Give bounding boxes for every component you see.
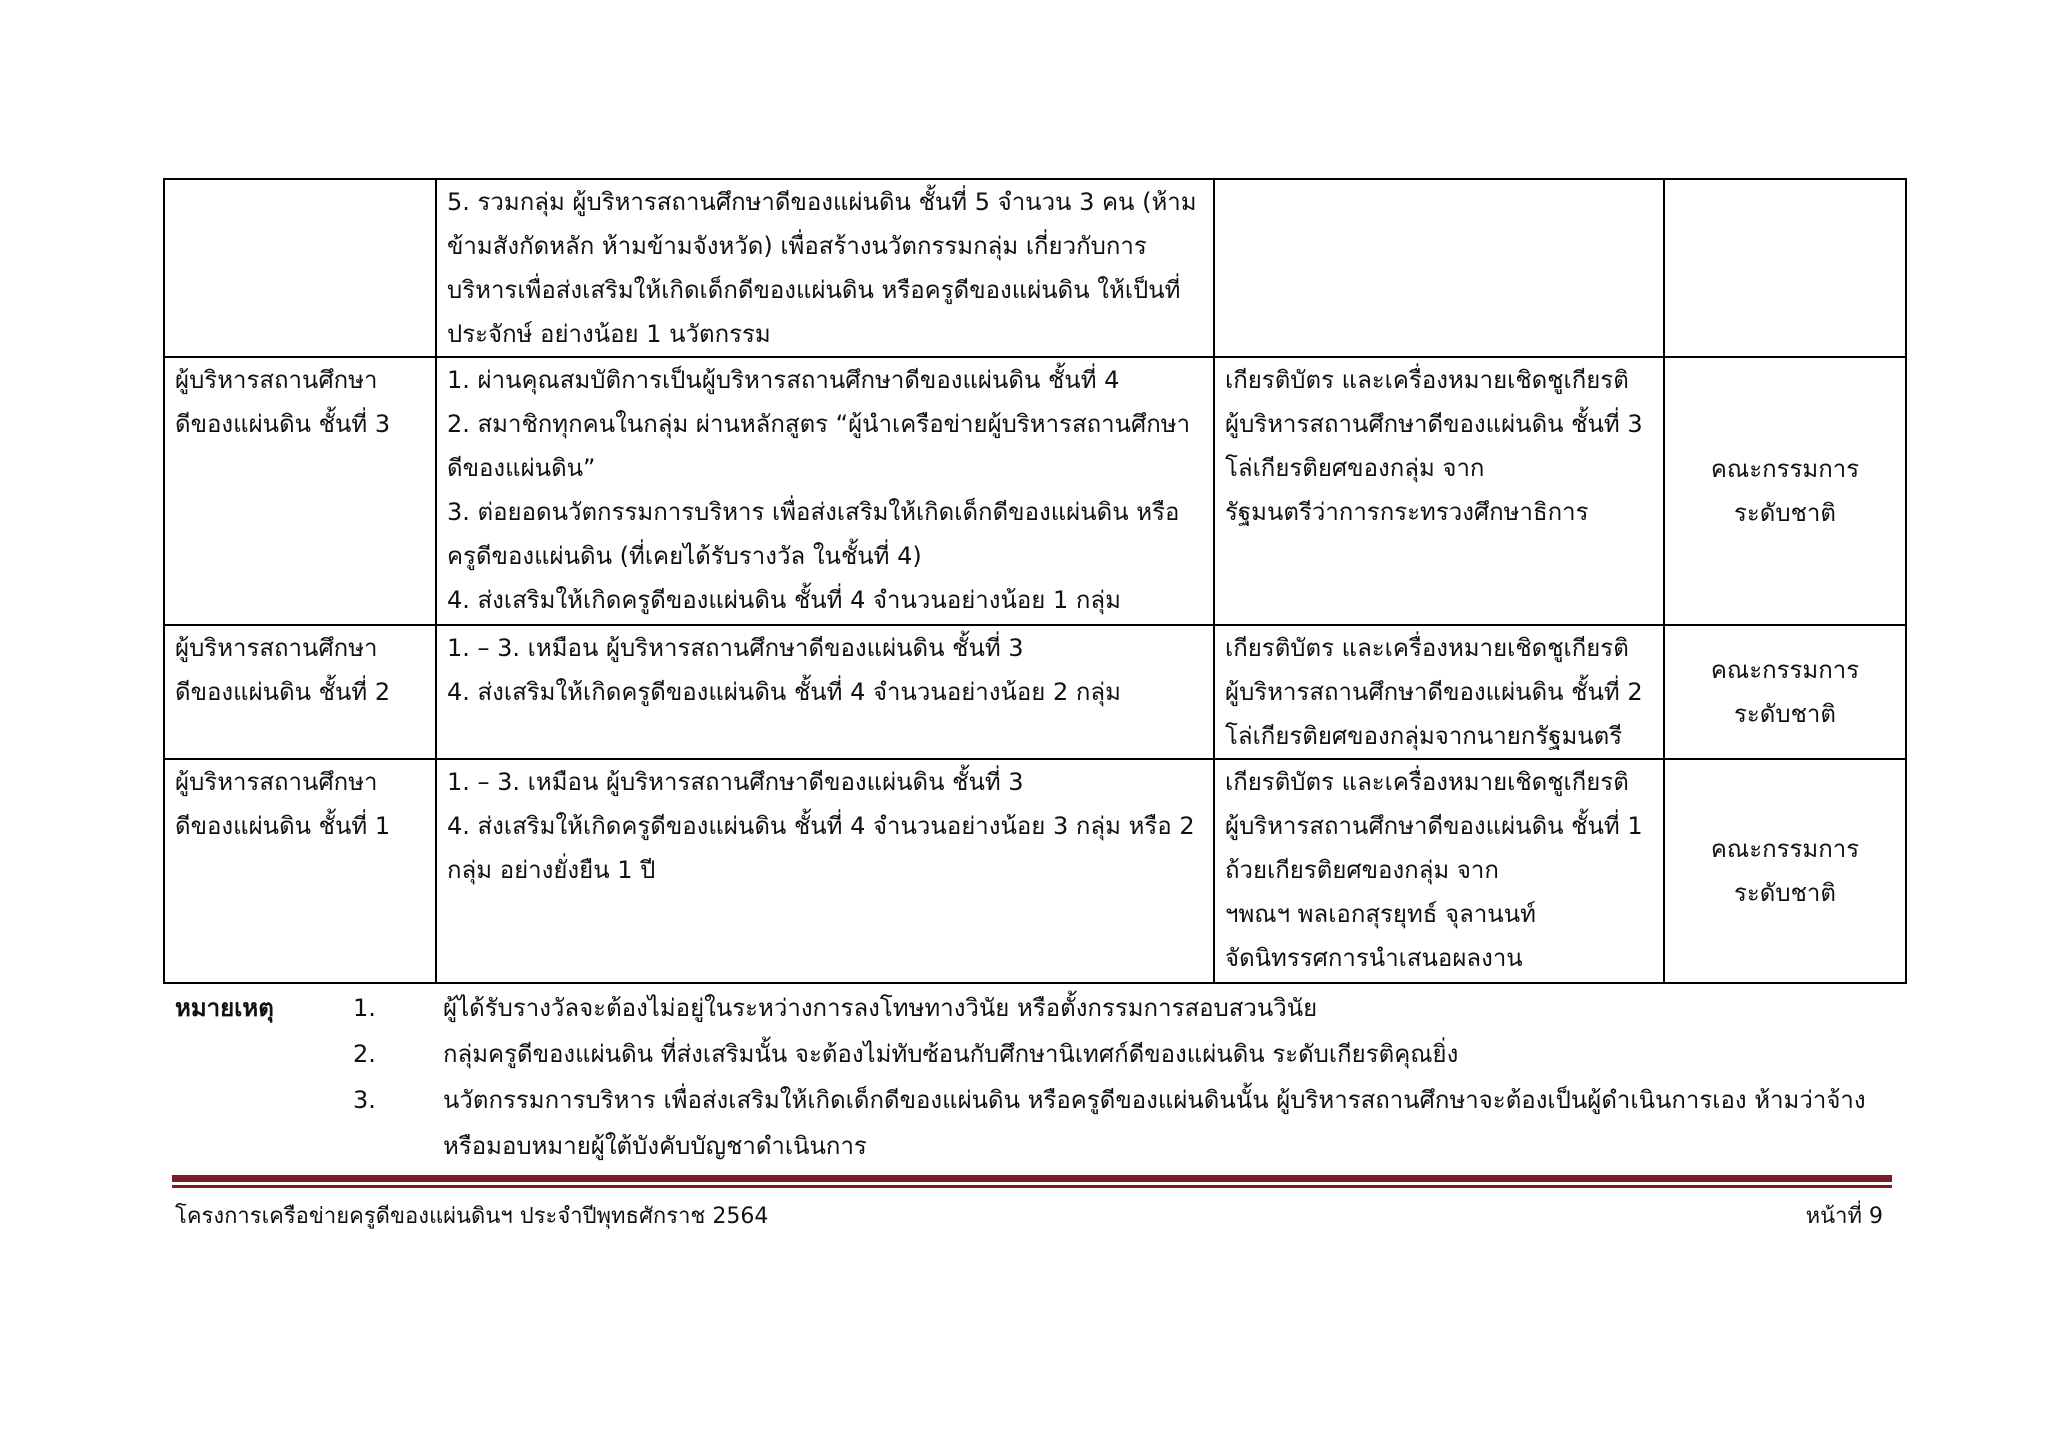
level-line: ผู้บริหารสถานศึกษา — [175, 768, 378, 796]
note-text: หรือมอบหมายผู้ใต้บังคับบัญชาดำเนินการ — [443, 1132, 867, 1160]
committee-cell — [1664, 625, 1906, 759]
criteria-cell — [436, 759, 1214, 983]
award-cell — [1214, 357, 1664, 625]
committee-line: คณะกรรมการ — [1710, 455, 1860, 483]
committee-line: คณะกรรมการ — [1710, 656, 1860, 684]
note-number: 1. — [353, 994, 376, 1022]
criteria-line: 1. – 3. เหมือน ผู้บริหารสถานศึกษาดีของแผ่นดิน ชั้นที่ 3 — [447, 768, 1024, 796]
level-line: ผู้บริหารสถานศึกษา — [175, 366, 378, 394]
committee-line: ระดับชาติ — [1734, 879, 1836, 907]
award-cell — [1214, 625, 1664, 759]
note-text: กลุ่มครูดีของแผ่นดิน ที่ส่งเสริมนั้น จะต้องไม่ทับซ้อนกับศึกษานิเทศก์ดีของแผ่นดิน ระดับเกียรติคุณยิ่ง — [443, 1040, 1459, 1068]
footer-divider-thick — [172, 1175, 1892, 1182]
award-line: ผู้บริหารสถานศึกษาดีของแผ่นดิน ชั้นที่ 2 — [1225, 678, 1643, 706]
committee-cell — [1664, 357, 1906, 625]
footer-divider-thin — [172, 1185, 1892, 1188]
criteria-line: 1. – 3. เหมือน ผู้บริหารสถานศึกษาดีของแผ่นดิน ชั้นที่ 3 — [447, 634, 1024, 662]
criteria-line: 4. ส่งเสริมให้เกิดครูดีของแผ่นดิน ชั้นที่ 4 จำนวนอย่างน้อย 1 กลุ่ม — [447, 586, 1121, 614]
criteria-line: ดีของแผ่นดิน” — [447, 454, 596, 482]
criteria-line: 5. รวมกลุ่ม ผู้บริหารสถานศึกษาดีของแผ่นดิน ชั้นที่ 5 จำนวน 3 คน (ห้าม — [447, 188, 1197, 216]
criteria-line: ข้ามสังกัดหลัก ห้ามข้ามจังหวัด) เพื่อสร้างนวัตกรรมกลุ่ม เกี่ยวกับการ — [447, 232, 1147, 260]
award-line: เกียรติบัตร และเครื่องหมายเชิดชูเกียรติ — [1225, 768, 1629, 796]
notes-label: หมายเหตุ — [175, 994, 274, 1022]
award-line: โล่เกียรติยศของกลุ่ม จาก — [1225, 454, 1485, 482]
award-line: รัฐมนตรีว่าการกระทรวงศึกษาธิการ — [1225, 498, 1589, 526]
award-line: โล่เกียรติยศของกลุ่มจากนายกรัฐมนตรี — [1225, 722, 1623, 750]
criteria-line: กลุ่ม อย่างยั่งยืน 1 ปี — [447, 856, 656, 884]
level-cell — [164, 357, 436, 625]
award-cell — [1214, 759, 1664, 983]
note-text: นวัตกรรมการบริหาร เพื่อส่งเสริมให้เกิดเด็กดีของแผ่นดิน หรือครูดีของแผ่นดินนั้น ผู้บริหารสถานศึกษาจะต้องเป็นผู้ดำเนินการเอง ห้ามว่าจ้าง — [443, 1086, 1866, 1114]
award-line: เกียรติบัตร และเครื่องหมายเชิดชูเกียรติ — [1225, 366, 1629, 394]
criteria-line: 2. สมาชิกทุกคนในกลุ่ม ผ่านหลักสูตร “ผู้นำเครือข่ายผู้บริหารสถานศึกษา — [447, 410, 1191, 438]
criteria-line: บริหารเพื่อส่งเสริมให้เกิดเด็กดีของแผ่นดิน หรือครูดีของแผ่นดิน ให้เป็นที่ — [447, 276, 1181, 304]
criteria-line: ประจักษ์ อย่างน้อย 1 นวัตกรรม — [447, 320, 771, 348]
committee-line: คณะกรรมการ — [1710, 835, 1860, 863]
award-line: ผู้บริหารสถานศึกษาดีของแผ่นดิน ชั้นที่ 1 — [1225, 812, 1643, 840]
award-line: ผู้บริหารสถานศึกษาดีของแผ่นดิน ชั้นที่ 3 — [1225, 410, 1643, 438]
criteria-cell — [436, 357, 1214, 625]
award-line: จัดนิทรรศการนำเสนอผลงาน — [1225, 944, 1523, 972]
level-cell — [164, 179, 436, 357]
level-line: ดีของแผ่นดิน ชั้นที่ 2 — [175, 678, 391, 706]
criteria-line: 1. ผ่านคุณสมบัติการเป็นผู้บริหารสถานศึกษาดีของแผ่นดิน ชั้นที่ 4 — [447, 366, 1120, 394]
criteria-line: ครูดีของแผ่นดิน (ที่เคยได้รับรางวัล ในชั้นที่ 4) — [447, 542, 922, 570]
table-row — [164, 625, 1906, 759]
criteria-line: 3. ต่อยอดนวัตกรรมการบริหาร เพื่อส่งเสริมให้เกิดเด็กดีของแผ่นดิน หรือ — [447, 498, 1180, 526]
award-line: ถ้วยเกียรติยศของกลุ่ม จาก — [1225, 856, 1499, 884]
table-row — [164, 759, 1906, 983]
award-cell — [1214, 179, 1664, 357]
table-row — [164, 179, 1906, 357]
table-row — [164, 357, 1906, 625]
criteria-line: 4. ส่งเสริมให้เกิดครูดีของแผ่นดิน ชั้นที่ 4 จำนวนอย่างน้อย 2 กลุ่ม — [447, 678, 1121, 706]
committee-line: ระดับชาติ — [1734, 700, 1836, 728]
note-text: ผู้ได้รับรางวัลจะต้องไม่อยู่ในระหว่างการลงโทษทางวินัย หรือตั้งกรรมการสอบสวนวินัย — [443, 994, 1318, 1022]
level-line: ดีของแผ่นดิน ชั้นที่ 1 — [175, 812, 391, 840]
level-line: ดีของแผ่นดิน ชั้นที่ 3 — [175, 410, 391, 438]
table-body — [164, 179, 1906, 983]
footer-project-title: โครงการเครือข่ายครูดีของแผ่นดินฯ ประจำปีพุทธศักราช 2564 — [175, 1204, 769, 1229]
level-line: ผู้บริหารสถานศึกษา — [175, 634, 378, 662]
criteria-line: 4. ส่งเสริมให้เกิดครูดีของแผ่นดิน ชั้นที่ 4 จำนวนอย่างน้อย 3 กลุ่ม หรือ 2 — [447, 812, 1195, 840]
note-number: 3. — [353, 1086, 376, 1114]
award-line: เกียรติบัตร และเครื่องหมายเชิดชูเกียรติ — [1225, 634, 1629, 662]
committee-cell — [1664, 759, 1906, 983]
award-line: ฯพณฯ พลเอกสุรยุทธ์ จุลานนท์ — [1225, 900, 1536, 928]
level-cell — [164, 759, 436, 983]
footer-page-number: หน้าที่ 9 — [1805, 1204, 1883, 1229]
criteria-cell — [436, 625, 1214, 759]
criteria-cell — [436, 179, 1214, 357]
level-cell — [164, 625, 436, 759]
note-number: 2. — [353, 1040, 376, 1068]
award-criteria-table — [163, 178, 1907, 984]
committee-line: ระดับชาติ — [1734, 499, 1836, 527]
committee-cell — [1664, 179, 1906, 357]
